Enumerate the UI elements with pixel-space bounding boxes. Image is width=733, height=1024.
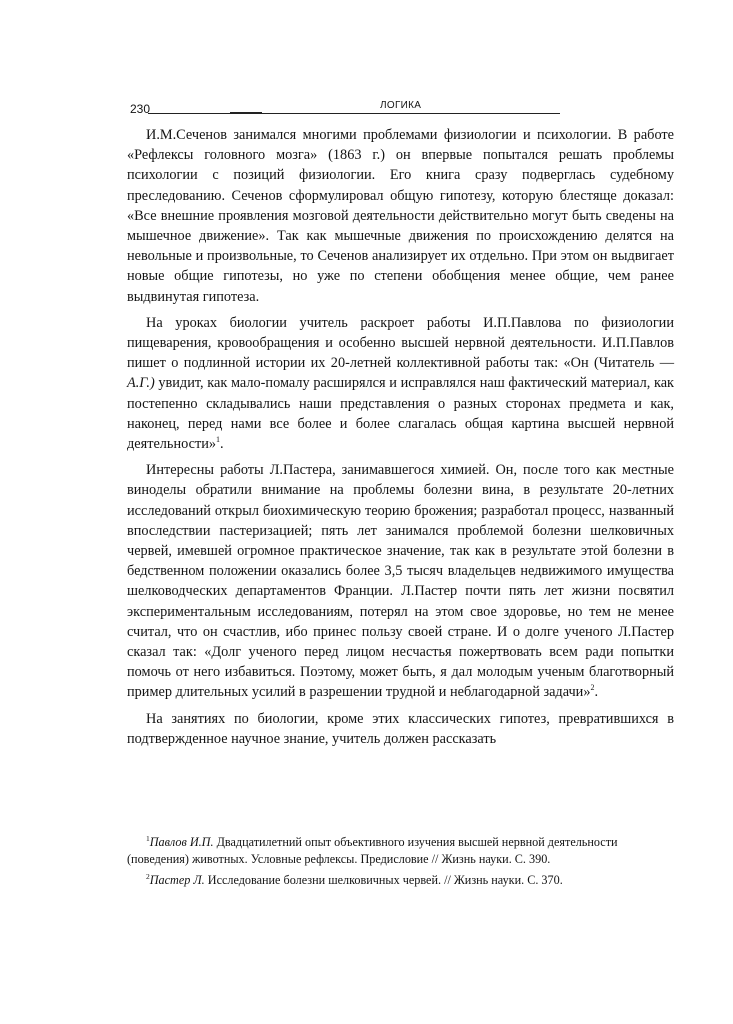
- main-text: [127, 125, 674, 755]
- footnote-number: 2: [146, 871, 150, 881]
- footnote-number: 1: [146, 833, 150, 843]
- header-rule: [148, 113, 560, 114]
- paragraph-pavlov-end: .: [220, 436, 224, 453]
- paragraph-pavlov: [127, 313, 674, 454]
- paragraph-pavlov-text-b: увидит, как мало-помалу расширялся и исправлялся наш фактический материал, как постепенно складывались наши представления о разных сторонах предмета и как, наконец, перед нами все более и более слагалась общая картина высшей нервной деятельности»: [127, 375, 674, 453]
- header-rule-accent: [230, 112, 262, 114]
- footnote-author: Пастер Л.: [149, 873, 205, 887]
- footnote-author: Павлов И.П.: [149, 835, 214, 849]
- footnote-text: Исследование болезни шелковичных червей. // Жизнь науки. С. 370.: [204, 873, 563, 887]
- initials-italic: А.Г.): [127, 375, 155, 392]
- paragraph-pasteur-text: Интересны работы Л.Пастера, занимавшегося химией. Он, после того как местные виноделы обратили внимание на проблемы болезни вина, в результате 20-летних исследований открыл биохимическую теорию брожения; разработал процесс, названный впоследствии пастеризацией; пять лет занимался проблемой болезни шелковичных червей, имевшей огромное практическое значение, так как в результате этой болезни в бедственном положении оказались более 3,5 тысяч владельцев недвижимого имущества шелководческих департаментов Франции. Л.Пастер почти пять лет жизни посвятил экспериментальным исследованиям, потерял на этом свое здоровье, но тем не менее считал, что он счастлив, ибо принес пользу своей стране. И о долге ученого Л.Пастер сказал так: «Долг ученого перед лицом несчастья пожертвовать всем ради попытки помочь от него избавиться. Поэтому, может быть, я дал молодым ученым благотворный пример длительных усилий в разрешении трудной и неблагодарной задачи»: [127, 462, 674, 701]
- paragraph-pasteur: [127, 460, 674, 702]
- footnote-2: [127, 872, 674, 889]
- footnote-1: [127, 834, 674, 868]
- running-header: [130, 100, 560, 116]
- page-number: 230: [130, 102, 151, 116]
- paragraph-pasteur-end: .: [594, 684, 599, 701]
- footnotes: [127, 834, 674, 893]
- paragraph-biology: На занятиях по биологии, кроме этих классических гипотез, превратившихся в подтвержденное научное знание, учитель должен рассказать: [127, 710, 674, 747]
- footnote-text: Двадцатилетний опыт объективного изучения высшей нервной деятельности (поведения) животных. Условные рефлексы. Предисловие // Жизнь науки. С. 390.: [127, 835, 618, 866]
- running-title: ЛОГИКА: [380, 100, 422, 111]
- paragraph-sechenov: И.М.Сеченов занимался многими проблемами физиологии и психологии. В работе «Рефлексы головного мозга» (1863 г.) он впервые попытался решать проблемы психологии с позиций физиологии. Его книга сразу подверглась судебному преследованию. Сеченов сформулировал общую гипотезу, которую блестяще доказал: «Все внешние проявления мозговой деятельности действительно могут быть сведены на мышечное движение». Так как мышечные движения по происхождению делятся на невольные и произвольные, то Сеченов анализирует их отдельно. При этом он выдвигает новые общие гипотезы, но уже по степени обобщения менее общие, чем ранее выдвинутая гипотеза.: [127, 127, 674, 305]
- paragraph-pavlov-text-a: На уроках биологии учитель раскроет работы И.П.Павлова по физиологии пищеварения, кровообращения и особенно высшей нервной деятельности. И.П.Павлов пишет о подлинной истории их 20-летней коллективной работы так: «Он (Читатель —: [127, 314, 674, 372]
- footnote-ref-2: 2: [590, 683, 595, 693]
- footnote-ref-1: 1: [216, 435, 220, 445]
